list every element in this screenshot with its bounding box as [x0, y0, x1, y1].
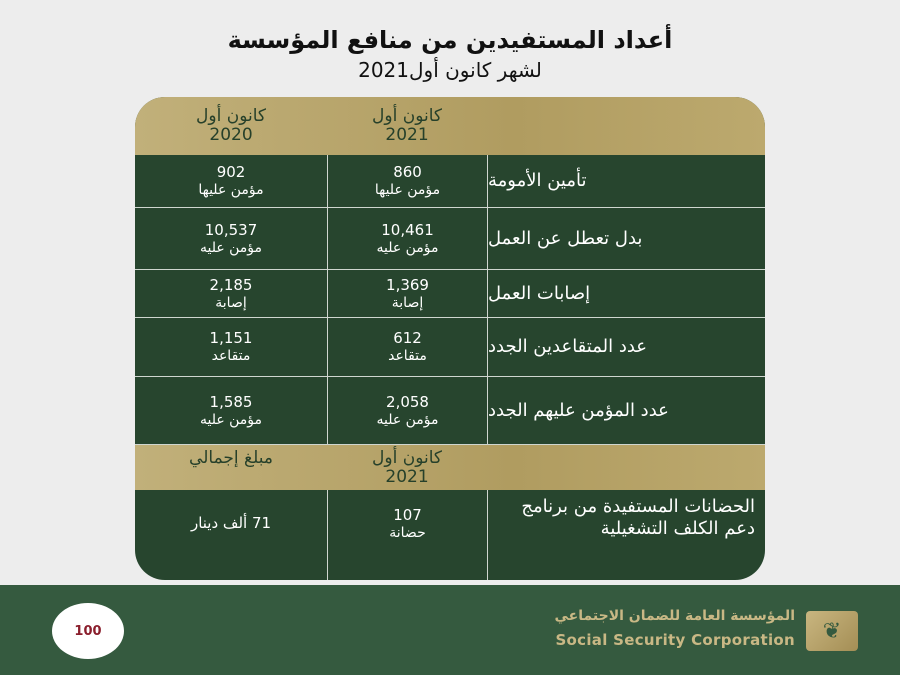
value: 10,537	[204, 220, 258, 239]
header-month: كانون أول	[372, 106, 442, 126]
header-2021	[327, 97, 487, 155]
header2-2021	[327, 445, 487, 490]
benefits-table	[135, 97, 765, 580]
value: 902	[216, 163, 246, 181]
table-row-nursery	[135, 490, 765, 580]
value: 2,058	[386, 392, 429, 411]
value: 1,151	[209, 329, 253, 347]
value-2020	[135, 208, 327, 269]
value-2021	[327, 270, 487, 317]
value: 107	[393, 506, 422, 524]
badge-text: 100	[74, 623, 102, 639]
header-year: 2021	[385, 466, 429, 487]
unit: مؤمن عليه	[376, 411, 439, 428]
unit: مؤمن عليها	[198, 182, 264, 198]
table-row	[135, 270, 765, 318]
value-2021	[327, 208, 487, 269]
row-label: الحضانات المستفيدة من برنامج دعم الكلف التشغيلية	[487, 490, 765, 580]
page-title: أعداد المستفيدين من منافع المؤسسة	[227, 26, 673, 54]
value: 860	[393, 163, 422, 181]
value-total: 71 ألف دينار	[190, 514, 272, 532]
row-label: بدل تعطل عن العمل	[487, 208, 765, 269]
header-year: 2021	[385, 125, 429, 145]
value: 2,185	[209, 275, 253, 294]
unit: مؤمن عليه	[199, 239, 263, 256]
unit: مؤمن عليه	[199, 411, 263, 428]
value-2020	[135, 270, 327, 317]
unit: مؤمن عليه	[376, 239, 439, 256]
header-month: كانون أول	[196, 106, 266, 126]
row-label: إصابات العمل	[487, 270, 765, 317]
unit: إصابة	[215, 294, 247, 311]
centennial-badge-icon	[52, 603, 124, 659]
footer	[0, 585, 900, 675]
unit: متقاعد	[388, 348, 427, 364]
unit: متقاعد	[211, 348, 251, 364]
header-year: 2020	[209, 125, 253, 145]
value-2020	[135, 155, 327, 207]
page-subtitle: لشهر كانون أول2021	[358, 58, 542, 82]
org-name-en: Social Security Corporation	[555, 631, 795, 649]
value: 612	[393, 329, 422, 347]
table-row	[135, 155, 765, 208]
table-header-2	[135, 445, 765, 490]
org-name-ar: المؤسسة العامة للضمان الاجتماعي	[554, 608, 795, 624]
header-2020	[135, 97, 327, 155]
value-2021	[327, 377, 487, 444]
value-2020	[135, 318, 327, 376]
header-empty	[487, 445, 765, 490]
table-row	[135, 318, 765, 377]
header-total: مبلغ إجمالي	[189, 448, 273, 468]
unit: مؤمن عليها	[374, 182, 441, 198]
value: 1,369	[386, 275, 429, 294]
unit: حضانة	[389, 525, 426, 541]
header-month: كانون أول	[372, 447, 442, 468]
value: 10,461	[381, 220, 434, 239]
value-2021	[327, 318, 487, 376]
row-label: عدد المؤمن عليهم الجدد	[487, 377, 765, 444]
value: 1,585	[209, 392, 253, 411]
header2-total	[135, 445, 327, 490]
ssc-logo-icon: ❦	[806, 611, 858, 651]
value-2020	[135, 377, 327, 444]
table-row	[135, 208, 765, 270]
row-label: عدد المتقاعدين الجدد	[487, 318, 765, 376]
row-label: تأمين الأمومة	[487, 155, 765, 207]
value-2021	[327, 155, 487, 207]
header-empty	[487, 97, 765, 155]
table-header	[135, 97, 765, 155]
table-row	[135, 377, 765, 445]
unit: إصابة	[391, 294, 424, 311]
value-2021	[327, 490, 487, 580]
